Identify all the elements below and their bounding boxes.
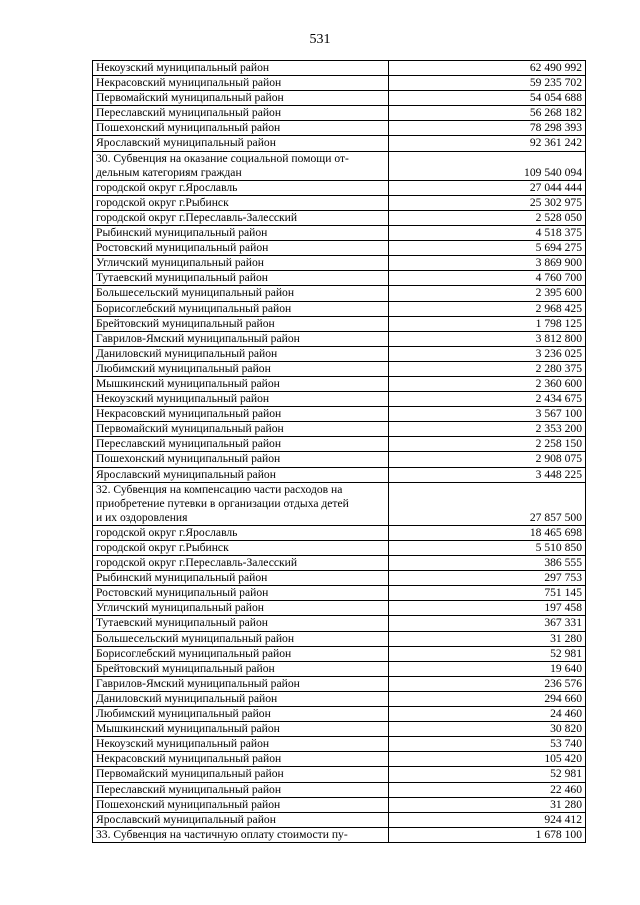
amount-cell: 3 567 100 xyxy=(389,407,586,422)
budget-table-body xyxy=(93,61,586,843)
recipient-name-cell: Ярославский муниципальный район xyxy=(93,467,389,482)
amount-cell: 1 798 125 xyxy=(389,316,586,331)
recipient-name-cell: городской округ г.Переславль-Залесский xyxy=(93,210,389,225)
amount-cell: 18 465 698 xyxy=(389,525,586,540)
amount-cell: 4 518 375 xyxy=(389,226,586,241)
amount-cell: 924 412 xyxy=(389,812,586,827)
table-row xyxy=(93,676,586,691)
page-number: 531 xyxy=(309,32,331,47)
amount-cell: 2 360 600 xyxy=(389,376,586,391)
table-row xyxy=(93,195,586,210)
recipient-name-cell: Даниловский муниципальный район xyxy=(93,691,389,706)
table-row xyxy=(93,482,586,525)
heading-line: дельным категориям граждан xyxy=(96,165,242,179)
amount-cell: 52 981 xyxy=(389,646,586,661)
amount-cell: 78 298 393 xyxy=(389,121,586,136)
table-row xyxy=(93,301,586,316)
heading-line: 30. Субвенция на оказание социальной помощи от- xyxy=(96,151,349,165)
amount-cell: 62 490 992 xyxy=(389,61,586,76)
amount-cell: 2 395 600 xyxy=(389,286,586,301)
table-row xyxy=(93,601,586,616)
amount-cell: 386 555 xyxy=(389,556,586,571)
table-row xyxy=(93,661,586,676)
recipient-name-cell: Пошехонский муниципальный район xyxy=(93,452,389,467)
table-row xyxy=(93,827,586,842)
table-row xyxy=(93,586,586,601)
amount-cell: 27 857 500 xyxy=(389,482,586,525)
table-row xyxy=(93,210,586,225)
amount-cell: 2 353 200 xyxy=(389,422,586,437)
amount-cell: 197 458 xyxy=(389,601,586,616)
amount-cell: 2 280 375 xyxy=(389,361,586,376)
table-row xyxy=(93,136,586,151)
amount-cell: 22 460 xyxy=(389,782,586,797)
recipient-name-cell: Переславский муниципальный район xyxy=(93,106,389,121)
amount-cell: 2 908 075 xyxy=(389,452,586,467)
table-row xyxy=(93,271,586,286)
table-row xyxy=(93,646,586,661)
amount-cell: 31 280 xyxy=(389,631,586,646)
amount-cell: 59 235 702 xyxy=(389,76,586,91)
amount-cell: 3 236 025 xyxy=(389,346,586,361)
recipient-name-cell: Тутаевский муниципальный район xyxy=(93,616,389,631)
table-row xyxy=(93,525,586,540)
heading-line: и их оздоровления xyxy=(96,510,188,524)
recipient-name-cell: Большесельский муниципальный район xyxy=(93,286,389,301)
table-row xyxy=(93,422,586,437)
recipient-name-cell: Брейтовский муниципальный район xyxy=(93,661,389,676)
recipient-name-cell: Гаврилов-Ямский муниципальный район xyxy=(93,331,389,346)
amount-cell: 109 540 094 xyxy=(389,151,586,180)
recipient-name-cell: Пошехонский муниципальный район xyxy=(93,797,389,812)
table-row xyxy=(93,151,586,180)
table-row xyxy=(93,106,586,121)
recipient-name-cell: Ярославский муниципальный район xyxy=(93,136,389,151)
table-row xyxy=(93,737,586,752)
recipient-name-cell: Рыбинский муниципальный район xyxy=(93,571,389,586)
table-row xyxy=(93,361,586,376)
amount-cell: 236 576 xyxy=(389,676,586,691)
recipient-name-cell: Некоузский муниципальный район xyxy=(93,61,389,76)
recipient-name-cell: Борисоглебский муниципальный район xyxy=(93,301,389,316)
recipient-name-cell: городской округ г.Ярославль xyxy=(93,180,389,195)
amount-cell: 2 968 425 xyxy=(389,301,586,316)
amount-cell: 56 268 182 xyxy=(389,106,586,121)
amount-cell: 5 694 275 xyxy=(389,241,586,256)
table-row xyxy=(93,797,586,812)
recipient-name-cell: городской округ г.Рыбинск xyxy=(93,541,389,556)
amount-cell: 25 302 975 xyxy=(389,195,586,210)
table-row xyxy=(93,121,586,136)
recipient-name-cell: Тутаевский муниципальный район xyxy=(93,271,389,286)
table-row xyxy=(93,616,586,631)
recipient-name-cell: Рыбинский муниципальный район xyxy=(93,226,389,241)
recipient-name-cell: Даниловский муниципальный район xyxy=(93,346,389,361)
table-row xyxy=(93,180,586,195)
amount-cell: 2 258 150 xyxy=(389,437,586,452)
table-row xyxy=(93,407,586,422)
table-row xyxy=(93,91,586,106)
recipient-name-cell: Некрасовский муниципальный район xyxy=(93,76,389,91)
recipient-name-cell: Ярославский муниципальный район xyxy=(93,812,389,827)
amount-cell: 3 448 225 xyxy=(389,467,586,482)
recipient-name-cell: Угличский муниципальный район xyxy=(93,256,389,271)
recipient-name-cell: Большесельский муниципальный район xyxy=(93,631,389,646)
table-row xyxy=(93,707,586,722)
recipient-name-cell: Ростовский муниципальный район xyxy=(93,586,389,601)
amount-cell: 19 640 xyxy=(389,661,586,676)
amount-cell: 1 678 100 xyxy=(389,827,586,842)
amount-cell: 54 054 688 xyxy=(389,91,586,106)
table-row xyxy=(93,452,586,467)
table-row xyxy=(93,286,586,301)
subvention-heading-cell xyxy=(93,482,389,525)
recipient-name-cell: Брейтовский муниципальный район xyxy=(93,316,389,331)
amount-cell: 751 145 xyxy=(389,586,586,601)
recipient-name-cell: Мышкинский муниципальный район xyxy=(93,722,389,737)
table-row xyxy=(93,376,586,391)
amount-cell: 2 528 050 xyxy=(389,210,586,225)
recipient-name-cell: Мышкинский муниципальный район xyxy=(93,376,389,391)
table-row xyxy=(93,76,586,91)
amount-cell: 3 812 800 xyxy=(389,331,586,346)
amount-cell: 27 044 444 xyxy=(389,180,586,195)
recipient-name-cell: Переславский муниципальный район xyxy=(93,437,389,452)
recipient-name-cell: городской округ г.Переславль-Залесский xyxy=(93,556,389,571)
recipient-name-cell: Некоузский муниципальный район xyxy=(93,392,389,407)
table-row xyxy=(93,241,586,256)
recipient-name-cell: 33. Субвенция на частичную оплату стоимости пу- xyxy=(93,827,389,842)
amount-cell: 4 760 700 xyxy=(389,271,586,286)
amount-cell: 367 331 xyxy=(389,616,586,631)
amount-cell: 52 981 xyxy=(389,767,586,782)
table-row xyxy=(93,61,586,76)
amount-cell: 3 869 900 xyxy=(389,256,586,271)
recipient-name-cell: Первомайский муниципальный район xyxy=(93,422,389,437)
heading-line: приобретение путевки в организации отдыха детей xyxy=(96,496,349,510)
recipient-name-cell: Переславский муниципальный район xyxy=(93,782,389,797)
subvention-heading-cell xyxy=(93,151,389,180)
table-row xyxy=(93,767,586,782)
heading-line: 32. Субвенция на компенсацию части расходов на xyxy=(96,482,343,496)
amount-cell: 294 660 xyxy=(389,691,586,706)
recipient-name-cell: городской округ г.Ярославль xyxy=(93,525,389,540)
recipient-name-cell: Гаврилов-Ямский муниципальный район xyxy=(93,676,389,691)
table-row xyxy=(93,812,586,827)
recipient-name-cell: городской округ г.Рыбинск xyxy=(93,195,389,210)
amount-cell: 53 740 xyxy=(389,737,586,752)
amount-cell: 5 510 850 xyxy=(389,541,586,556)
table-row xyxy=(93,437,586,452)
recipient-name-cell: Некрасовский муниципальный район xyxy=(93,752,389,767)
recipient-name-cell: Некоузский муниципальный район xyxy=(93,737,389,752)
table-row xyxy=(93,782,586,797)
recipient-name-cell: Первомайский муниципальный район xyxy=(93,91,389,106)
table-row xyxy=(93,691,586,706)
table-row xyxy=(93,631,586,646)
table-row xyxy=(93,256,586,271)
table-row xyxy=(93,556,586,571)
table-row xyxy=(93,752,586,767)
recipient-name-cell: Ростовский муниципальный район xyxy=(93,241,389,256)
recipient-name-cell: Пошехонский муниципальный район xyxy=(93,121,389,136)
amount-cell: 2 434 675 xyxy=(389,392,586,407)
table-row xyxy=(93,346,586,361)
recipient-name-cell: Некрасовский муниципальный район xyxy=(93,407,389,422)
amount-cell: 31 280 xyxy=(389,797,586,812)
table-row xyxy=(93,316,586,331)
recipient-name-cell: Борисоглебский муниципальный район xyxy=(93,646,389,661)
amount-cell: 30 820 xyxy=(389,722,586,737)
table-row xyxy=(93,392,586,407)
table-row xyxy=(93,722,586,737)
amount-cell: 105 420 xyxy=(389,752,586,767)
table-row xyxy=(93,467,586,482)
table-row xyxy=(93,226,586,241)
amount-cell: 92 361 242 xyxy=(389,136,586,151)
amount-cell: 297 753 xyxy=(389,571,586,586)
table-row xyxy=(93,571,586,586)
table-row xyxy=(93,331,586,346)
budget-table xyxy=(92,60,586,843)
recipient-name-cell: Первомайский муниципальный район xyxy=(93,767,389,782)
recipient-name-cell: Угличский муниципальный район xyxy=(93,601,389,616)
table-row xyxy=(93,541,586,556)
recipient-name-cell: Любимский муниципальный район xyxy=(93,707,389,722)
amount-cell: 24 460 xyxy=(389,707,586,722)
recipient-name-cell: Любимский муниципальный район xyxy=(93,361,389,376)
